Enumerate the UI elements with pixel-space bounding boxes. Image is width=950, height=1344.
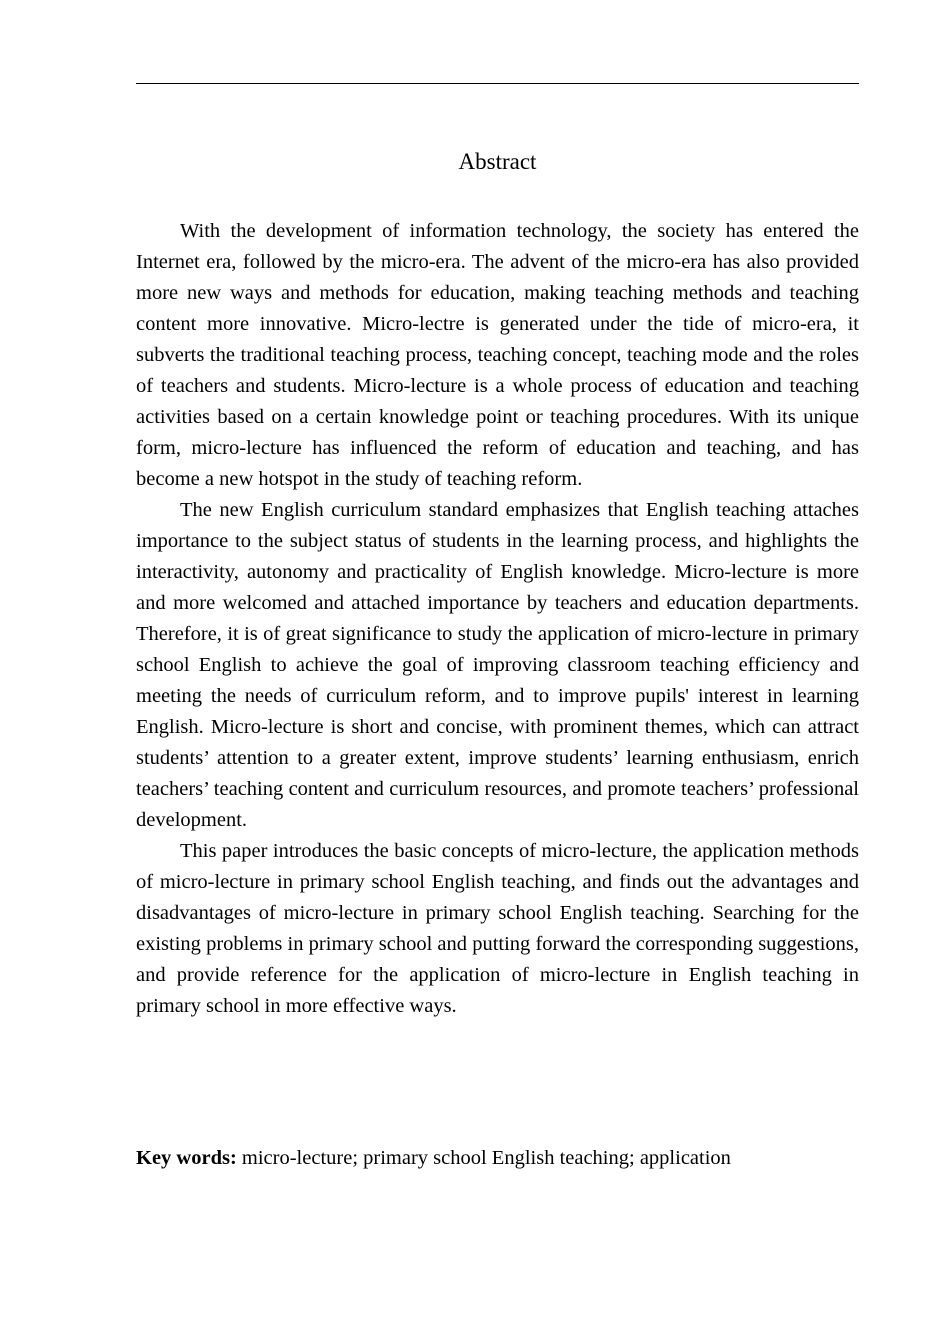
page-title: Abstract [458,149,537,174]
abstract-body [136,216,859,1022]
abstract-paragraph-3: This paper introduces the basic concepts of micro-lecture, the application methods of micro-lecture in primary school English teaching, and finds out the advantages and disadvantages of micro-lecture in primary school English teaching. Searching for the existing problems in primary school and putting forward the corresponding suggestions, and provide reference for the application of micro-lecture in English teaching in primary school in more effective ways. [136,840,859,1017]
keywords-label: Key words: [136,1147,237,1169]
abstract-paragraph-1: With the development of information technology, the society has entered the Internet era, followed by the micro-era. The advent of the micro-era has also provided more new ways and methods for education, making teaching methods and teaching content more innovative. Micro-lectre is generated under the tide of micro-era, it subverts the traditional teaching process, teaching concept, teaching mode and the roles of teachers and students. Micro-lecture is a whole process of education and teaching activities based on a certain knowledge point or teaching procedures. With its unique form, micro-lecture has influenced the reform of education and teaching, and has become a new hotspot in the study of teaching reform. [136,220,859,490]
abstract-paragraph-2: The new English curriculum standard emphasizes that English teaching attaches importance to the subject status of students in the learning process, and highlights the interactivity, autonomy and practicality of English knowledge. Micro-lecture is more and more welcomed and attached importance by teachers and education departments. Therefore, it is of great significance to study the application of micro-lecture in primary school English to achieve the goal of improving classroom teaching efficiency and meeting the needs of curriculum reform, and to improve pupils' interest in learning English. Micro-lecture is short and concise, with prominent themes, which can attract students’ attention to a greater extent, improve students’ learning enthusiasm, enrich teachers’ teaching content and curriculum resources, and promote teachers’ professional development. [136,499,859,831]
keywords-value: micro-lecture; primary school English teaching; application [236,1147,731,1169]
header-rule [136,83,859,84]
keywords-line [136,1143,859,1174]
